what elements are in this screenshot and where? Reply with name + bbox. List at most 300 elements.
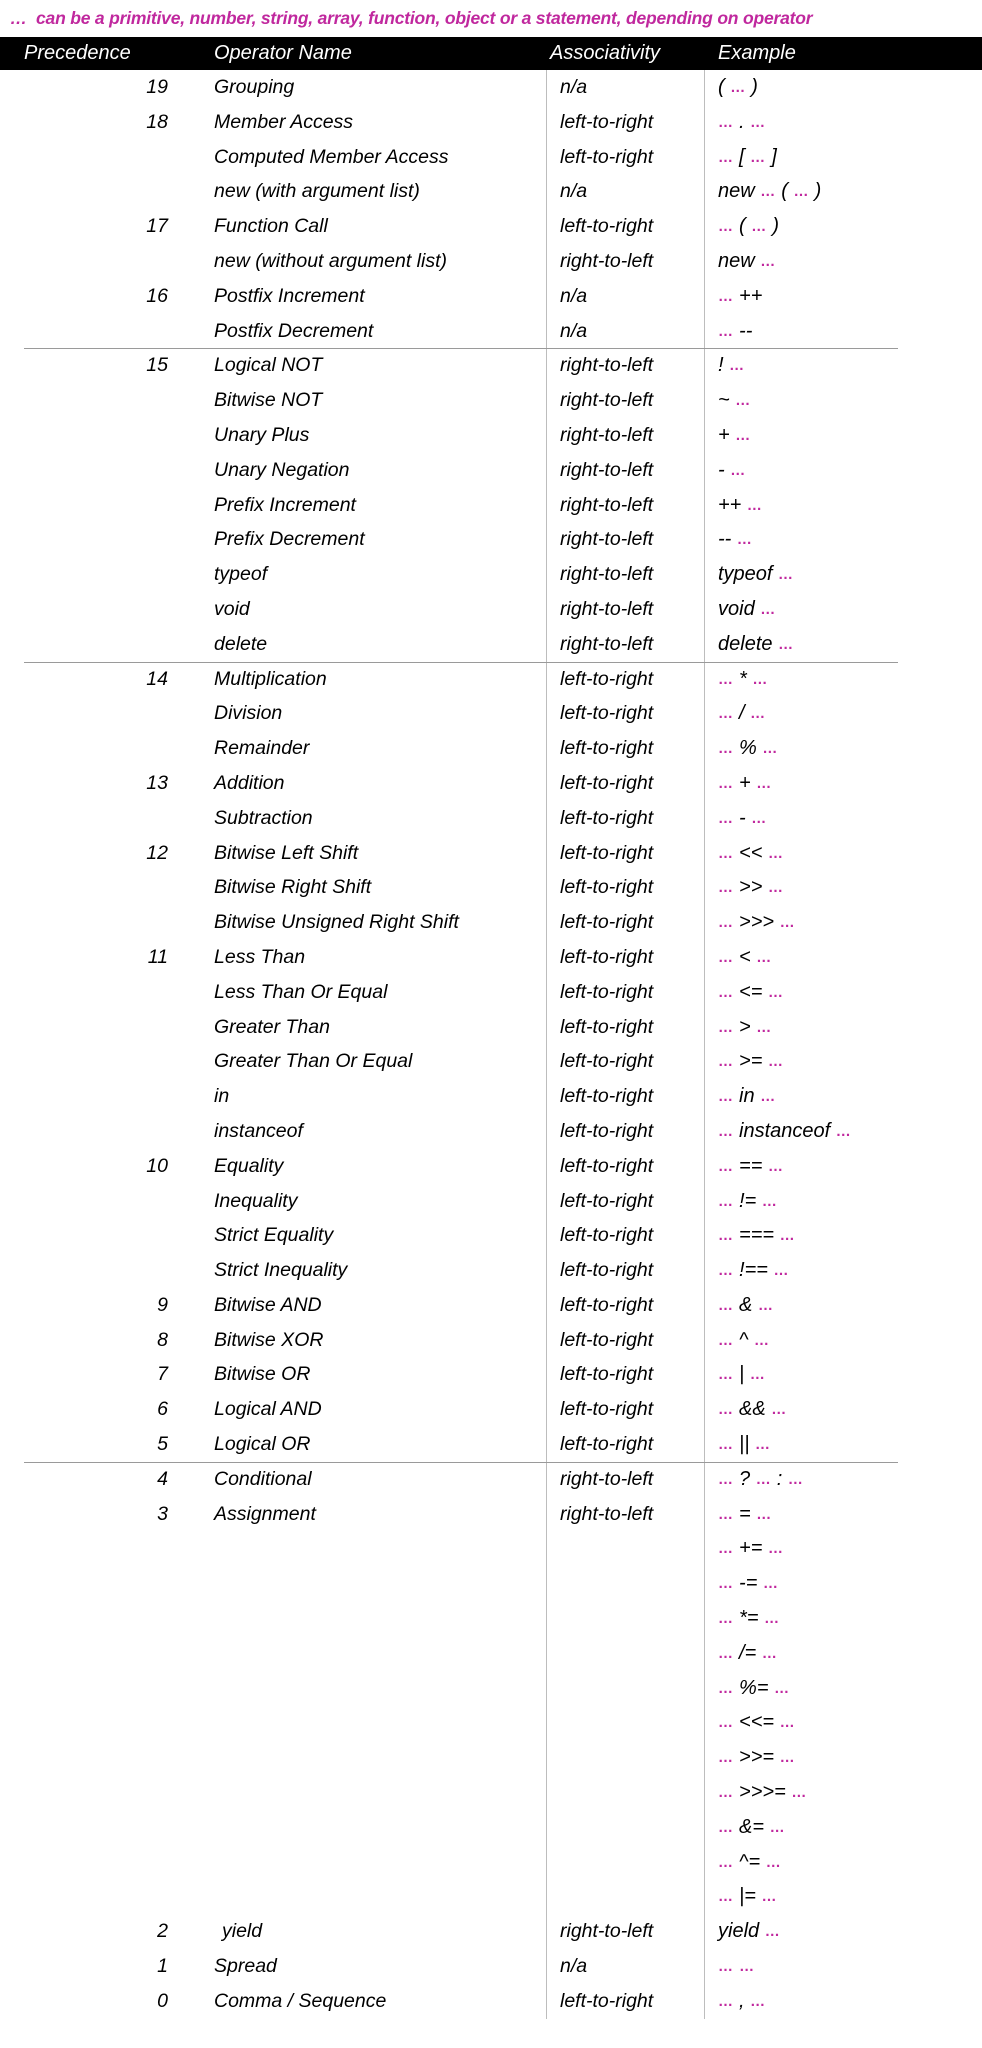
cell-example [718,1149,783,1184]
example-operator: && [733,1398,772,1421]
cell-precedence: 13 [146,771,168,794]
example-placeholder: … [750,113,766,131]
example-operator: ^= [733,1850,766,1873]
table-row [0,836,982,871]
example-operator: : [771,1467,788,1490]
example-operator: , [733,1989,751,2012]
cell-example [718,1775,807,1810]
cell-precedence [0,1531,168,1566]
cell-precedence [0,1114,168,1149]
example-operator: ++ [718,493,747,516]
example-placeholder: … [718,1853,734,1871]
table-row [0,905,982,940]
cell-example [718,1427,771,1462]
example-placeholder: … [718,879,734,897]
example-placeholder: … [760,1088,776,1106]
cell-associativity: left-to-right [560,1189,654,1212]
example-operator: *= [733,1607,765,1630]
cell-operator-name: typeof [214,563,268,586]
example-placeholder: … [735,392,751,410]
cell-precedence [0,1810,168,1845]
cell-example [718,1984,766,2019]
example-placeholder: … [718,1018,734,1036]
table-row [0,1253,982,1288]
example-placeholder: … [718,1157,734,1175]
example-placeholder: … [835,1122,852,1140]
example-operator: >>>= [733,1781,792,1804]
cell-example [718,1218,795,1253]
cell-precedence [0,314,168,349]
example-placeholder: … [769,1818,786,1836]
cell-operator-name: Strict Inequality [214,1259,348,1282]
cell-precedence [0,975,168,1010]
example-placeholder: … [718,113,734,131]
cell-example [718,174,821,209]
cell-associativity: right-to-left [560,423,654,446]
cell-associativity: left-to-right [560,806,654,829]
example-placeholder: … [718,1958,734,1976]
cell-example [718,1184,777,1219]
example-operator: = [733,1502,757,1525]
cell-operator-name: Remainder [214,737,310,760]
cell-precedence: 8 [157,1328,168,1351]
operator-precedence-table-body [0,70,982,2019]
example-operator: /= [733,1641,762,1664]
cell-precedence: 16 [146,284,168,307]
cell-operator-name: Bitwise Left Shift [214,841,359,864]
cell-precedence [0,1671,168,1706]
example-placeholder: … [739,1958,755,1976]
cell-associativity: n/a [560,180,588,203]
cell-precedence [0,592,168,627]
table-row [0,383,982,418]
example-operator: |= [733,1885,762,1908]
example-placeholder: … [718,1505,734,1523]
cell-associativity: left-to-right [560,702,654,725]
example-placeholder: … [778,566,794,584]
cell-precedence: 2 [157,1920,168,1943]
cell-example [718,1566,778,1601]
table-row [0,801,982,836]
cell-example [718,1845,781,1880]
cell-associativity: right-to-left [560,1467,654,1490]
column-header-operator-name: Operator Name [214,42,352,64]
cell-example [718,1010,772,1045]
cell-precedence: 3 [157,1502,168,1525]
cell-operator-name: Conditional [214,1467,312,1490]
example-placeholder: … [750,705,766,723]
cell-precedence [0,1253,168,1288]
cell-example [718,348,745,383]
example-operator: new [718,180,761,203]
cell-operator-name: Member Access [214,110,354,133]
example-placeholder: … [736,531,753,549]
example-operator: [ [733,145,751,168]
example-operator: ( [775,180,794,203]
cell-example [718,836,783,871]
example-placeholder: … [718,287,734,305]
table-row [0,314,982,349]
example-placeholder: … [765,1853,782,1871]
cell-example [718,1114,851,1149]
cell-example [718,1879,777,1914]
example-placeholder: … [718,1679,734,1697]
example-placeholder: … [762,740,778,758]
example-placeholder: … [718,1784,734,1802]
table-row [0,1044,982,1079]
table-row [0,1984,982,2019]
example-placeholder: … [751,809,767,827]
cell-operator-name: Inequality [214,1189,298,1212]
example-operator: | [733,1363,750,1386]
example-placeholder: … [735,426,751,444]
example-placeholder: … [751,218,767,236]
table-row [0,522,982,557]
cell-precedence [0,1044,168,1079]
cell-example [718,522,752,557]
cell-associativity: right-to-left [560,1502,654,1525]
example-placeholder: … [760,183,776,201]
cell-precedence [0,1740,168,1775]
table-row [0,488,982,523]
example-operator: - [718,458,731,481]
example-placeholder: … [760,600,776,618]
cell-precedence [0,174,168,209]
table-row [0,1497,982,1532]
table-row [0,662,982,697]
example-operator: / [733,702,751,725]
table-row [0,70,982,105]
table-row [0,1323,982,1358]
cell-example [718,418,751,453]
cell-associativity: left-to-right [560,945,654,968]
table-row [0,592,982,627]
cell-operator-name: Spread [214,1955,277,1978]
cell-example [718,314,752,349]
example-operator: -- [718,528,737,551]
cell-operator-name: Bitwise Right Shift [214,876,372,899]
cell-associativity: right-to-left [560,389,654,412]
cell-associativity: left-to-right [560,737,654,760]
table-row [0,1462,982,1497]
cell-example [718,1810,785,1845]
cell-associativity: left-to-right [560,1050,654,1073]
table-row [0,1427,982,1462]
cell-operator-name: Multiplication [214,667,327,690]
example-placeholder: … [718,218,734,236]
table-row [0,105,982,140]
cell-example [718,1044,783,1079]
cell-operator-name: Less Than [214,945,306,968]
table-header [0,37,982,70]
cell-operator-name: delete [214,632,268,655]
cell-associativity: n/a [560,1955,588,1978]
example-placeholder: … [718,774,734,792]
cell-operator-name: Logical OR [214,1433,311,1456]
cell-precedence [0,1218,168,1253]
cell-operator-name: Bitwise AND [214,1293,322,1316]
cell-example [718,1531,783,1566]
example-placeholder: … [764,1610,780,1628]
cell-precedence [0,1879,168,1914]
cell-precedence: 0 [157,1989,168,2012]
example-placeholder: … [718,1540,734,1558]
cell-associativity: left-to-right [560,1398,654,1421]
table-row [0,940,982,975]
cell-associativity: right-to-left [560,597,654,620]
example-operator: >= [733,1050,768,1073]
cell-example [718,140,777,175]
cell-operator-name: Bitwise Unsigned Right Shift [214,911,459,934]
cell-example [718,1671,790,1706]
placeholder-legend [0,0,982,37]
example-placeholder: … [779,914,796,932]
cell-example [718,592,776,627]
cell-example [718,801,767,836]
example-placeholder: … [718,1436,734,1454]
cell-associativity: left-to-right [560,1433,654,1456]
table-row [0,174,982,209]
cell-precedence [0,1845,168,1880]
table-row [0,453,982,488]
example-placeholder: … [767,1157,784,1175]
cell-associativity: left-to-right [560,1363,654,1386]
table-row [0,279,982,314]
example-placeholder: … [729,357,745,375]
table-row [0,1914,982,1949]
example-placeholder: … [718,1053,734,1071]
table-row [0,1531,982,1566]
cell-precedence: 12 [146,841,168,864]
cell-associativity: left-to-right [560,145,654,168]
example-placeholder: … [718,1888,734,1906]
example-placeholder: … [718,1088,734,1106]
example-placeholder: … [779,1714,796,1732]
cell-operator-name: Equality [214,1154,284,1177]
example-operator: < [733,945,757,968]
cell-associativity: left-to-right [560,110,654,133]
cell-example [718,105,766,140]
cell-associativity: left-to-right [560,1328,654,1351]
example-operator: ) [766,215,779,238]
table-row [0,1949,982,1984]
cell-example [718,975,783,1010]
example-placeholder: … [718,809,734,827]
example-placeholder: … [749,1366,766,1384]
example-operator: <= [733,980,768,1003]
cell-operator-name: Grouping [214,76,295,98]
cell-operator-name: Prefix Decrement [214,528,365,551]
table-row [0,140,982,175]
cell-operator-name: Bitwise XOR [214,1328,324,1351]
example-placeholder: … [718,148,734,166]
cell-precedence [0,870,168,905]
cell-example [718,696,766,731]
cell-example [718,1323,770,1358]
cell-example [718,731,778,766]
cell-precedence [0,418,168,453]
example-placeholder: … [730,461,746,479]
cell-precedence: 6 [157,1398,168,1421]
example-placeholder: … [718,1296,734,1314]
example-operator: ++ [733,284,763,307]
column-header-precedence: Precedence [24,42,131,64]
table-row [0,766,982,801]
cell-precedence [0,1601,168,1636]
example-placeholder: … [756,1018,772,1036]
example-placeholder: … [767,879,784,897]
example-placeholder: … [757,1296,774,1314]
cell-precedence: 14 [146,667,168,690]
example-placeholder: … [756,774,772,792]
example-operator: += [733,1537,768,1560]
example-placeholder: … [761,1888,777,1906]
cell-precedence [0,1775,168,1810]
cell-example [718,1497,772,1532]
example-operator: == [733,1154,768,1177]
example-placeholder: … [718,948,734,966]
example-placeholder: … [718,914,734,932]
example-placeholder: … [718,1192,734,1210]
example-placeholder: … [718,1262,734,1280]
cell-precedence [0,453,168,488]
table-row [0,627,982,662]
cell-precedence: 17 [146,215,168,238]
cell-associativity: n/a [560,319,588,342]
example-placeholder: … [718,670,734,688]
table-row [0,1114,982,1149]
example-operator: . [733,110,751,133]
cell-example [718,1253,789,1288]
cell-associativity: left-to-right [560,1154,654,1177]
example-placeholder: … [730,79,746,96]
example-placeholder: … [755,1436,771,1454]
example-placeholder: … [718,322,734,340]
ellipsis-icon: … [10,8,27,28]
example-placeholder: … [760,252,776,270]
cell-associativity: n/a [560,284,588,307]
example-operator: - [733,806,752,829]
example-operator: %= [733,1676,775,1699]
table-row [0,1775,982,1810]
example-operator: !== [733,1259,774,1282]
example-placeholder: … [756,1505,772,1523]
example-operator: << [733,841,768,864]
cell-associativity: left-to-right [560,911,654,934]
table-row [0,1879,982,1914]
cell-precedence: 15 [146,354,168,377]
cell-operator-name: Greater Than [214,1015,330,1038]
cell-operator-name: Postfix Decrement [214,319,374,342]
cell-precedence [0,627,168,662]
cell-operator-name: Logical NOT [214,354,323,377]
example-operator: & [733,1293,758,1316]
cell-associativity: left-to-right [560,876,654,899]
cell-example [718,244,776,279]
cell-precedence [0,1079,168,1114]
example-placeholder: … [718,1610,734,1628]
cell-precedence: 5 [157,1433,168,1456]
cell-associativity: left-to-right [560,771,654,794]
example-placeholder: … [718,1644,734,1662]
cell-example [718,1949,755,1984]
example-operator: <<= [733,1711,780,1734]
cell-operator-name: new (without argument list) [214,249,448,272]
cell-associativity: left-to-right [560,667,654,690]
table-row [0,557,982,592]
example-placeholder: … [718,740,734,758]
table-row [0,1601,982,1636]
example-placeholder: … [752,670,768,688]
example-placeholder: … [778,635,794,653]
example-placeholder: … [750,148,766,166]
cell-associativity: left-to-right [560,1989,654,2012]
cell-associativity: right-to-left [560,563,654,586]
cell-precedence: 11 [147,945,168,968]
cell-precedence [0,1566,168,1601]
table-row [0,870,982,905]
example-placeholder: … [754,1331,770,1349]
example-placeholder: … [718,983,734,1001]
cell-example [718,1914,780,1949]
cell-associativity: right-to-left [560,493,654,516]
cell-operator-name: instanceof [214,1119,303,1142]
cell-precedence [0,244,168,279]
example-placeholder: … [793,183,810,201]
cell-example [718,1705,795,1740]
cell-example [718,488,762,523]
cell-associativity: left-to-right [560,1293,654,1316]
table-row [0,418,982,453]
cell-example [718,627,794,662]
table-row [0,1010,982,1045]
example-operator: yield [718,1920,765,1943]
cell-example [718,870,783,905]
example-placeholder: … [718,705,734,723]
cell-example [718,1462,803,1497]
example-placeholder: … [761,1192,778,1210]
cell-associativity: left-to-right [560,1085,654,1108]
example-placeholder: … [718,1575,734,1593]
table-row [0,209,982,244]
example-placeholder: … [718,1992,734,2010]
example-operator: -= [733,1572,763,1595]
cell-associativity: right-to-left [560,1920,654,1943]
cell-operator-name: new (with argument list) [214,180,420,203]
cell-associativity: left-to-right [560,1119,654,1142]
cell-precedence [0,731,168,766]
cell-operator-name: Addition [214,771,285,794]
example-operator: ^ [733,1328,754,1351]
example-placeholder: … [718,1470,734,1488]
cell-precedence [0,696,168,731]
cell-precedence [0,522,168,557]
example-placeholder: … [761,1644,778,1662]
cell-precedence: 7 [157,1363,168,1386]
cell-operator-name: Unary Plus [214,423,310,446]
example-placeholder: … [767,983,784,1001]
cell-example [718,940,772,975]
example-placeholder: … [718,1401,734,1419]
cell-precedence: 18 [146,110,168,133]
example-placeholder: … [773,1262,790,1280]
cell-operator-name: Less Than Or Equal [214,980,388,1003]
example-placeholder: … [718,844,734,862]
cell-precedence: 9 [157,1293,168,1316]
example-operator: ! [718,354,730,377]
cell-example [718,209,779,244]
cell-example [718,1636,777,1671]
